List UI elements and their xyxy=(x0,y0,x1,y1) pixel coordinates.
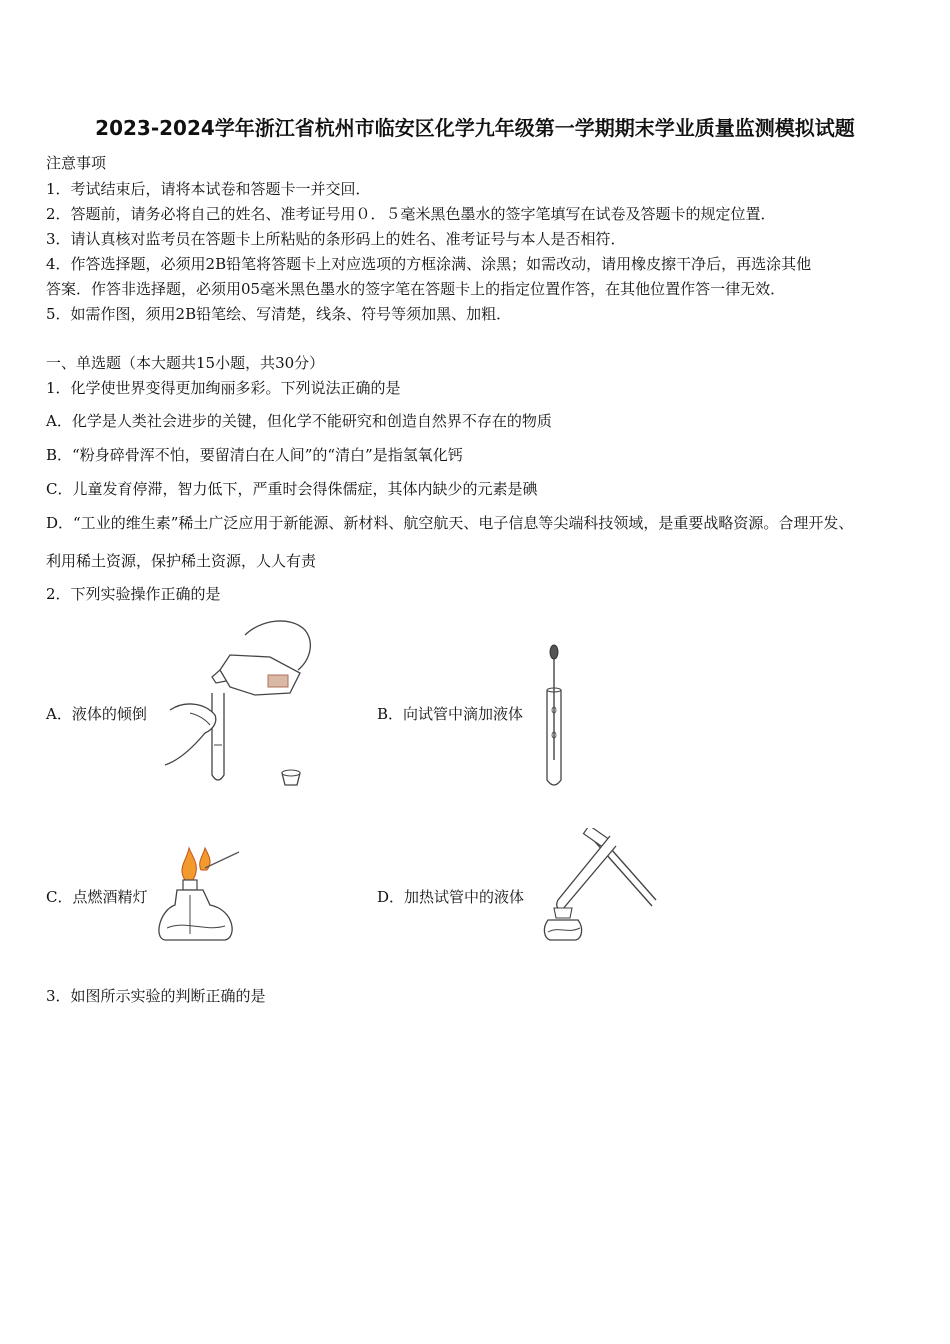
question-1-option-b: B．“粉身碎骨浑不怕，要留清白在人间”的“清白”是指氢氧化钙 xyxy=(46,446,463,464)
notice-heading: 注意事项 xyxy=(46,154,107,172)
notice-item: 5．如需作图，须用2B铅笔绘、写清楚，线条、符号等须加黑、加粗． xyxy=(46,305,512,323)
question-2-option-c: C．点燃酒精灯 xyxy=(46,888,148,906)
question-1-option-d-cont: 利用稀土资源，保护稀土资源，人人有责 xyxy=(46,552,317,570)
notice-item: 3．请认真核对监考员在答题卡上所粘贴的条形码上的姓名、准考证号与本人是否相符． xyxy=(46,230,626,248)
question-2-stem: 2．下列实验操作正确的是 xyxy=(46,585,221,603)
notice-item: 答案．作答非选择题，必须用05毫米黑色墨水的签字笔在答题卡上的指定位置作答，在其他位置作答一律无效． xyxy=(46,280,786,298)
heating-test-tube-figure xyxy=(540,828,658,946)
question-1-option-c: C．儿童发育停滞，智力低下，严重时会得侏儒症，其体内缺少的元素是碘 xyxy=(46,480,538,498)
pouring-liquid-figure xyxy=(160,615,320,790)
alcohol-lamp-figure xyxy=(155,840,245,945)
notice-item: 4．作答选择题，必须用2B铅笔将答题卡上对应选项的方框涂满、涂黑；如需改动，请用橡皮擦干净后，再选涂其他 xyxy=(46,255,812,273)
section-heading: 一、单选题（本大题共15小题，共30分） xyxy=(46,354,325,372)
notice-item: 1．考试结束后，请将本试卷和答题卡一并交回． xyxy=(46,180,371,198)
question-2-option-b: B．向试管中滴加液体 xyxy=(377,705,524,723)
question-1-option-d: D．“工业的维生素”稀土广泛应用于新能源、新材料、航空航天、电子信息等尖端科技领域，是重要战略资源。合理开发、 xyxy=(46,514,854,532)
question-1-option-a: A．化学是人类社会进步的关键，但化学不能研究和创造自然界不存在的物质 xyxy=(46,412,552,430)
question-3-stem: 3．如图所示实验的判断正确的是 xyxy=(46,987,266,1005)
notice-item: 2．答题前，请务必将自己的姓名、准考证号用０．５毫米黑色墨水的签字笔填写在试卷及答题卡的规定位置． xyxy=(46,205,776,223)
question-2-option-a: A．液体的倾倒 xyxy=(46,705,147,723)
question-2-option-d: D．加热试管中的液体 xyxy=(377,888,525,906)
dropper-test-tube-figure xyxy=(538,640,578,790)
page-title: 2023-2024学年浙江省杭州市临安区化学九年级第一学期期末学业质量监测模拟试题 xyxy=(95,116,855,140)
question-1-stem: 1．化学使世界变得更加绚丽多彩。下列说法正确的是 xyxy=(46,379,401,397)
